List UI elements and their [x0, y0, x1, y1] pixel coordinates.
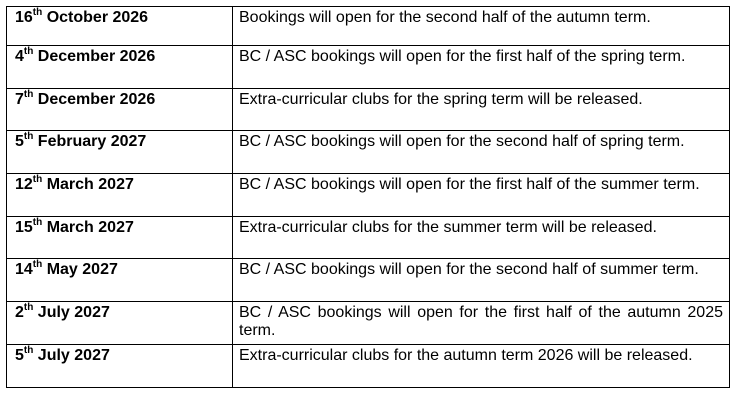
table-row — [7, 345, 730, 388]
table-row — [7, 46, 730, 89]
table-row — [7, 302, 730, 345]
description-cell: BC / ASC bookings will open for the first half of the autumn 2025 term. — [233, 302, 730, 345]
date-cell: 5th February 2027 — [7, 131, 233, 174]
date-cell: 7th December 2026 — [7, 89, 233, 131]
date-cell: 14th May 2027 — [7, 259, 233, 302]
booking-schedule-table — [6, 6, 730, 388]
date-cell: 2th July 2027 — [7, 302, 233, 345]
date-cell: 16th October 2026 — [7, 7, 233, 46]
table-row — [7, 174, 730, 217]
description-cell: Bookings will open for the second half of the autumn term. — [233, 7, 730, 46]
table-row — [7, 259, 730, 302]
description-cell: BC / ASC bookings will open for the second half of spring term. — [233, 131, 730, 174]
date-cell: 15th March 2027 — [7, 217, 233, 259]
description-cell: Extra-curricular clubs for the autumn term 2026 will be released. — [233, 345, 730, 388]
table-row — [7, 89, 730, 131]
description-cell: Extra-curricular clubs for the spring term will be released. — [233, 89, 730, 131]
table-row — [7, 217, 730, 259]
date-cell: 12th March 2027 — [7, 174, 233, 217]
description-cell: BC / ASC bookings will open for the second half of summer term. — [233, 259, 730, 302]
description-cell: Extra-curricular clubs for the summer term will be released. — [233, 217, 730, 259]
description-cell: BC / ASC bookings will open for the first half of the spring term. — [233, 46, 730, 89]
date-cell: 5th July 2027 — [7, 345, 233, 388]
description-cell: BC / ASC bookings will open for the first half of the summer term. — [233, 174, 730, 217]
table-row — [7, 7, 730, 46]
date-cell: 4th December 2026 — [7, 46, 233, 89]
table-row — [7, 131, 730, 174]
